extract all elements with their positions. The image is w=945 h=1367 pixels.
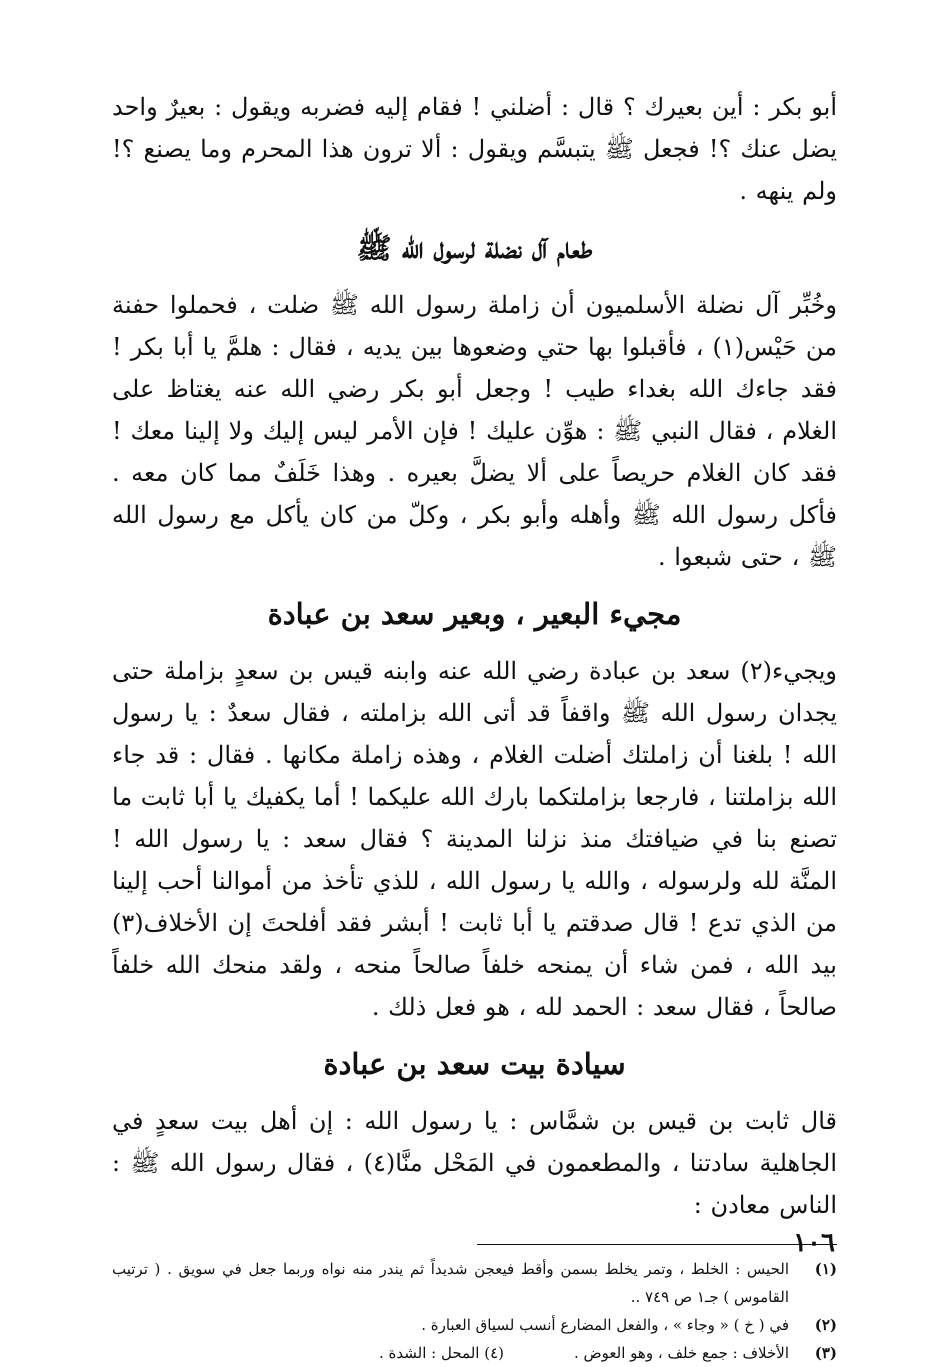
footnote-3 (112, 1339, 837, 1367)
footnotes (112, 1255, 837, 1367)
footnote-number: (٣) (814, 1344, 837, 1362)
footnote-4-text: (٤) المحل : الشدة . (379, 1344, 504, 1362)
footnote-text: الحيس : الخلط ، وتمر يخلط بسمن وأقط فيعجن شديداً ثم يندر منه نواه وربما جعل في سويق . ( ترتيب القاموس ) جـ١ ص ٧٤٩ .. (112, 1260, 789, 1306)
section-heading-3: سيادة بيت سعد بن عبادة (323, 1047, 626, 1081)
section-heading-1: طعام آل نضلة لرسول الله ﷺ (356, 231, 593, 265)
paragraph-3: ويجيء(٢) سعد بن عبادة رضي الله عنه وابنه قيس بن سعدٍ بزاملة حتى يجدان رسول الله ﷺ واقفاً قد أتى الله بزاملته ، فقال سعدٌ : يا رسول الله ! بلغنا أن زاملتك أضلت الغلام ، وهذه زاملة مكانها . فقال : قد جاء الله بزاملتنا ، فارجعا بزاملتكما بارك الله عليكما ! أما يكفيك يا أبا ثابت ما تصنع بنا في ضيافتك منذ نزلنا المدينة ؟ فقال سعد : يا رسول الله ! المنَّة لله ولرسوله ، والله يا رسول الله ، للذي تأخذ من أموالنا أحب إلينا من الذي تدع ! قال صدقتم يا أبا ثابت ! أبشر فقد أفلحتَ إن الأخلاف(٣) بيد الله ، فمن شاء أن يمنحه خلفاً صالحاً منحه ، ولقد منحك الله خلفاً صالحاً ، فقال سعد : الحمد لله ، هو فعل ذلك . (112, 657, 837, 1021)
footnote-1 (112, 1255, 837, 1311)
paragraph-1: أبو بكر : أين بعيرك ؟ قال : أضلني ! فقام إليه فضربه ويقول : بعيرٌ واحد يضل عنك ؟! فجعل ﷺ يتبسَّم ويقول : ألا ترون هذا المحرم وما يصنع ؟! ولم ينهه . (112, 93, 837, 205)
footnote-number: (٢) (814, 1316, 837, 1334)
footnote-number: (١) (814, 1260, 837, 1278)
footnote-text: في ( خ ) « وجاء » ، والفعل المضارع أنسب لسياق العبارة . (421, 1316, 789, 1334)
paragraph-4: قال ثابت بن قيس بن شمَّاس : يا رسول الله : إن أهل بيت سعدٍ في الجاهلية سادتنا ، والمطعمون في المَحْل منَّا(٤) ، فقال رسول الله ﷺ : الناس معادن : (112, 1107, 838, 1219)
footnote-2 (112, 1311, 837, 1339)
page-number: ١٠٦ (793, 1228, 835, 1258)
footnote-divider (477, 1244, 837, 1245)
paragraph-2: وخُبِّر آل نضلة الأسلميون أن زاملة رسول الله ﷺ ضلت ، فحملوا حفنة من حَيْس(١) ، فأقبلوا بها حتي وضعوها بين يديه ، فقال : هلمَّ يا أبا بكر ! فقد جاءك الله بغداء طيب ! وجعل أبو بكر رضي الله عنه يغتاظ على الغلام ، فقال النبي ﷺ : هوِّن عليك ! فإن الأمر ليس إليك ولا إلينا معك ! فقد كان الغلام حريصاً على ألا يضلَّ بعيره . وهذا خَلَفٌ مما كان معه . فأكل رسول الله ﷺ وأهله وأبو بكر ، وكلّ من كان يأكل مع رسول الله ﷺ ، حتى شبعوا . (112, 291, 837, 571)
section-heading-2: مجيء البعير ، وبعير سعد بن عبادة (267, 597, 682, 631)
footnote-3-text: الأخلاف : جمع خلف ، وهو العوض . (574, 1344, 789, 1362)
footnote-text (112, 1339, 789, 1367)
